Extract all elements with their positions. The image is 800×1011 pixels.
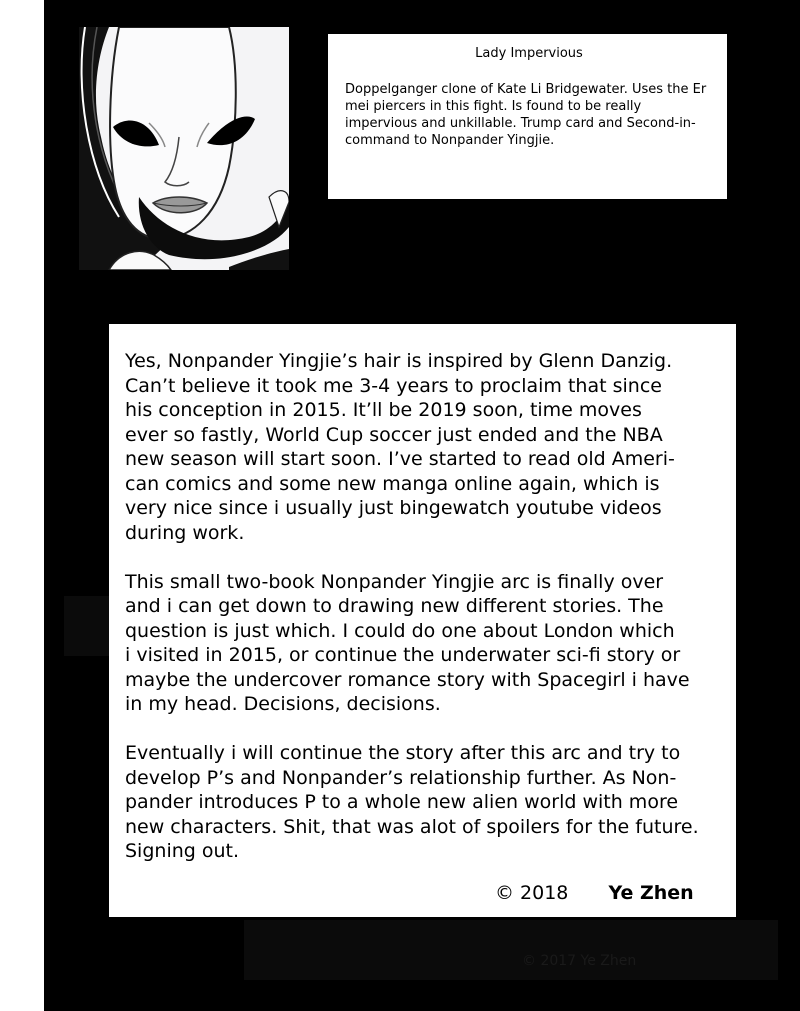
author-note-box — [109, 324, 736, 917]
copyright-symbol: © — [495, 882, 514, 904]
ghost-copyright-text: © 2017 Ye Zhen — [522, 953, 637, 969]
author-note-paragraph-1: Yes, Nonpander Yingjie’s hair is inspired by Glenn Danzig. Can’t believe it took me 3-4 years to proclaim that since his conception in 2015. It’ll be 2019 soon, time moves ever so fastly, World Cup soccer just ended and the NBA new season will start soon. I’ve started to read old Ameri- can comics and some new manga online again, which is very nice since i usually just bingewatch youtube videos during work. — [125, 350, 675, 544]
signature — [495, 881, 694, 905]
character-name: Lady Impervious — [475, 46, 583, 61]
copyright-year: 2018 — [520, 882, 569, 904]
character-description: Doppelganger clone of Kate Li Bridgewater. Uses the Er mei piercers in this fight. Is found to be really impervious and unkillable. Trump card and Second-in-command to Nonpander Yingjie. — [345, 82, 707, 148]
author-note-paragraph-3: Eventually i will continue the story after this arc and try to develop P’s and Nonpander’s relationship further. As Non- pander introduces P to a whole new alien world with more new characters. Shit, that was alot of spoilers for the future. Signing out. — [125, 742, 699, 862]
character-portrait — [79, 27, 289, 270]
author-note-paragraph-2: This small two-book Nonpander Yingjie arc is finally over and i can get down to drawing new different stories. The question is just which. I could do one about London which i visited in 2015, or continue the underwater sci-fi story or maybe the undercover romance story with Spacegirl i have in my head. Decisions, decisions. — [125, 570, 690, 715]
character-bio-box — [328, 34, 727, 199]
ghost-bar-bottom — [244, 920, 778, 980]
masked-face-illustration — [79, 27, 289, 270]
author-name: Ye Zhen — [608, 882, 694, 904]
